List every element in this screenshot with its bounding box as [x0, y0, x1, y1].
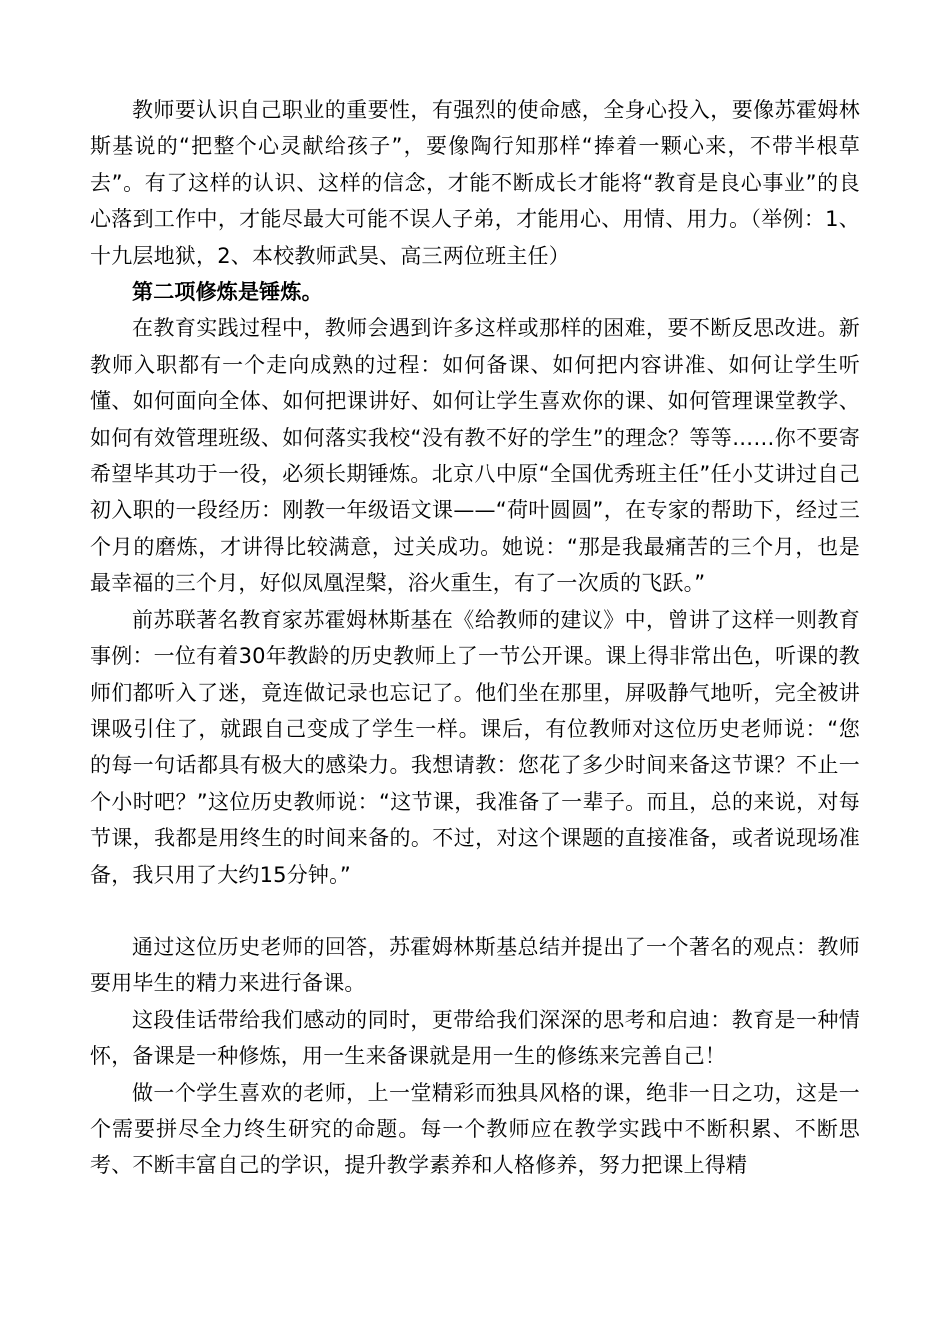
section-heading-tempering: 第二项修炼是锤炼。	[132, 280, 323, 305]
paragraph-practice: 在教育实践过程中，教师会遇到许多这样或那样的困难，要不断反思改进。新教师入职都有一个走向成熟的过程：如何备课、如何把内容讲准、如何让学生听懂、如何面向全体、如何把课讲好、如何让学生喜欢你的课、如何管理课堂教学、如何有效管理班级、如何落实我校“没有教不好的学生”的理念？等等……你不要寄希望毕其功于一役，必须长期锤炼。北京八中原“全国优秀班主任”任小艾讲过自己初入职的一段经历：刚教一年级语文课——“荷叶圆圆”，在专家的帮助下，经过三个月的磨炼，才讲得比较满意，过关成功。她说：“那是我最痛苦的三个月，也是最幸福的三个月，好似凤凰涅槃，浴火重生，有了一次质的飞跃。”	[90, 316, 860, 596]
paragraph-reflection: 这段佳话带给我们感动的同时，更带给我们深深的思考和启迪：教育是一种情怀，备课是一种修炼，用一生来备课就是用一生的修练来完善自己！	[90, 1007, 860, 1069]
paragraph-mission: 教师要认识自己职业的重要性，有强烈的使命感，全身心投入，要像苏霍姆林斯基说的“把整个心灵献给孩子”，要像陶行知那样“捧着一颗心来，不带半根草去”。有了这样的认识、这样的信念，才能不断成长才能将“教育是良心事业”的良心落到工作中，才能尽最大可能不误人子弟，才能用心、用情、用力。（举例：1、十九层地狱，2、本校教师武昊、高三两位班主任）	[90, 98, 860, 268]
document-page	[90, 92, 860, 1184]
paragraph-closing: 做一个学生喜欢的老师，上一堂精彩而独具风格的课，绝非一日之功，这是一个需要拼尽全力终生研究的命题。每一个教师应在教学实践中不断积累、不断思考、不断丰富自己的学识，提升教学素养和人格修养，努力把课上得精	[90, 1080, 860, 1178]
paragraph-sukhomlinsky-story: 前苏联著名教育家苏霍姆林斯基在《给教师的建议》中，曾讲了这样一则教育事例：一位有着30年教龄的历史教师上了一节公开课。课上得非常出色，听课的教师们都听入了迷，竟连做记录也忘记了。他们坐在那里，屏吸静气地听，完全被讲课吸引住了，就跟自己变成了学生一样。课后，有位教师对这位历史老师说：“您的每一句话都具有极大的感染力。我想请教：您花了多少时间来备这节课？不止一个小时吧？”这位历史教师说：“这节课，我准备了一辈子。而且，总的来说，对每节课，我都是用终生的时间来备的。不过，对这个课题的直接准备，或者说现场准备，我只用了大约15分钟。”	[90, 607, 860, 887]
paragraph-conclusion: 通过这位历史老师的回答，苏霍姆林斯基总结并提出了一个著名的观点：教师要用毕生的精力来进行备课。	[90, 934, 860, 996]
paragraph-spacer	[90, 893, 860, 929]
